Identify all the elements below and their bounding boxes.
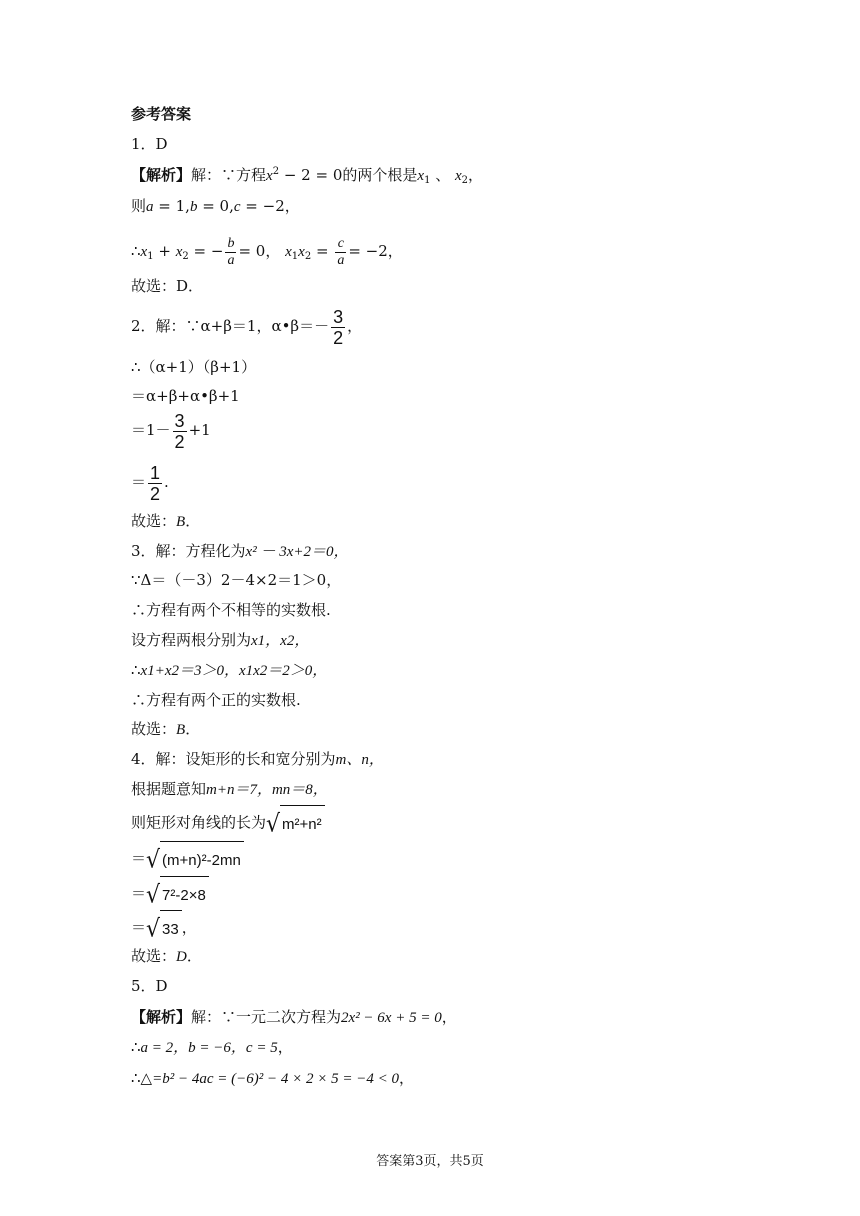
- q1-answer: 1．D: [131, 135, 168, 153]
- q2-line-5: ＝ $\frac{1}{2}$ .: [131, 462, 169, 504]
- q5-analysis-line-1: 【解析】解：∵一元二次方程为2x² − 6x + 5 = 0，: [131, 1008, 457, 1026]
- q4-choice: 故选：D．: [131, 947, 202, 965]
- q3-line-3: ∴方程有两个不相等的实数根.: [131, 601, 331, 619]
- q4-line-4: ＝√ (m+n)²-2mn: [131, 841, 244, 878]
- q2-line-2: ∴（α+1）（β+1）: [131, 358, 257, 376]
- q4-line-3: 则矩形对角线的长为√ m²+n²: [131, 805, 325, 842]
- q1-coefficients: a = 1,b = 0,c = −2: [146, 197, 285, 215]
- q2-line-1: 2．解：∵α+β＝1，α•β＝－ $\frac{3}{2}$ ，: [131, 306, 363, 348]
- q5-analysis-line-2: ∴a = 2，b = −6，c = 5，: [131, 1038, 293, 1056]
- q1-analysis-line-3: $\therefore x_1 + x_2$ = − $\frac{b}{a}$ = 0， $x_1x_2$ = $\frac{c}{a}$ = −2，: [131, 235, 403, 268]
- q4-line-5: ＝√ 7²-2×8: [131, 876, 209, 913]
- q2-choice: 故选：B．: [131, 512, 201, 530]
- q5-analysis-line-3: ∴△=b² − 4ac = (−6)² − 4 × 2 × 5 = −4 < 0，: [131, 1069, 414, 1087]
- q4-line-1: 4．解：设矩形的长和宽分别为m、n，: [131, 750, 384, 768]
- q4-line-6: ＝√ 33 ，: [131, 910, 197, 947]
- q2-line-3: ＝α+β+α•β+1: [131, 387, 240, 405]
- q3-line-1: 3．解：方程化为x² － 3x+2＝0，: [131, 542, 349, 560]
- q3-line-4: 设方程两根分别为x1，x2，: [131, 631, 310, 649]
- q3-choice: 故选：B．: [131, 720, 201, 738]
- q4-line-2: 根据题意知m+n＝7，mn＝8，: [131, 780, 328, 798]
- q3-line-6: ∴方程有两个正的实数根.: [131, 691, 301, 709]
- q1-analysis-line-2: 则a = 1,b = 0,c = −2，: [131, 197, 300, 215]
- q3-line-5: ∴x1+x2＝3＞0，x1x2＝2＞0，: [131, 661, 328, 679]
- q1-choice: 故选：D．: [131, 277, 204, 295]
- q3-line-2: ∵Δ＝（－3）2－4×2＝1＞0，: [131, 571, 342, 589]
- sqrt-m2-n2: √ m²+n²: [266, 805, 325, 842]
- q1-analysis-line-1: 【解析】解：∵方程$x^2 - 2 = 0$的两个根是$x_1$ 、 $x_2$，: [131, 166, 484, 186]
- answer-title: 参考答案: [131, 105, 192, 123]
- q1-equation: $x^2 - 2 = 0$: [266, 166, 343, 184]
- q5-answer: 5．D: [131, 977, 168, 995]
- q2-line-4: ＝1－ $\frac{3}{2}$ +1: [131, 410, 211, 452]
- page-footer: 答案第3页，共5页: [376, 1154, 484, 1169]
